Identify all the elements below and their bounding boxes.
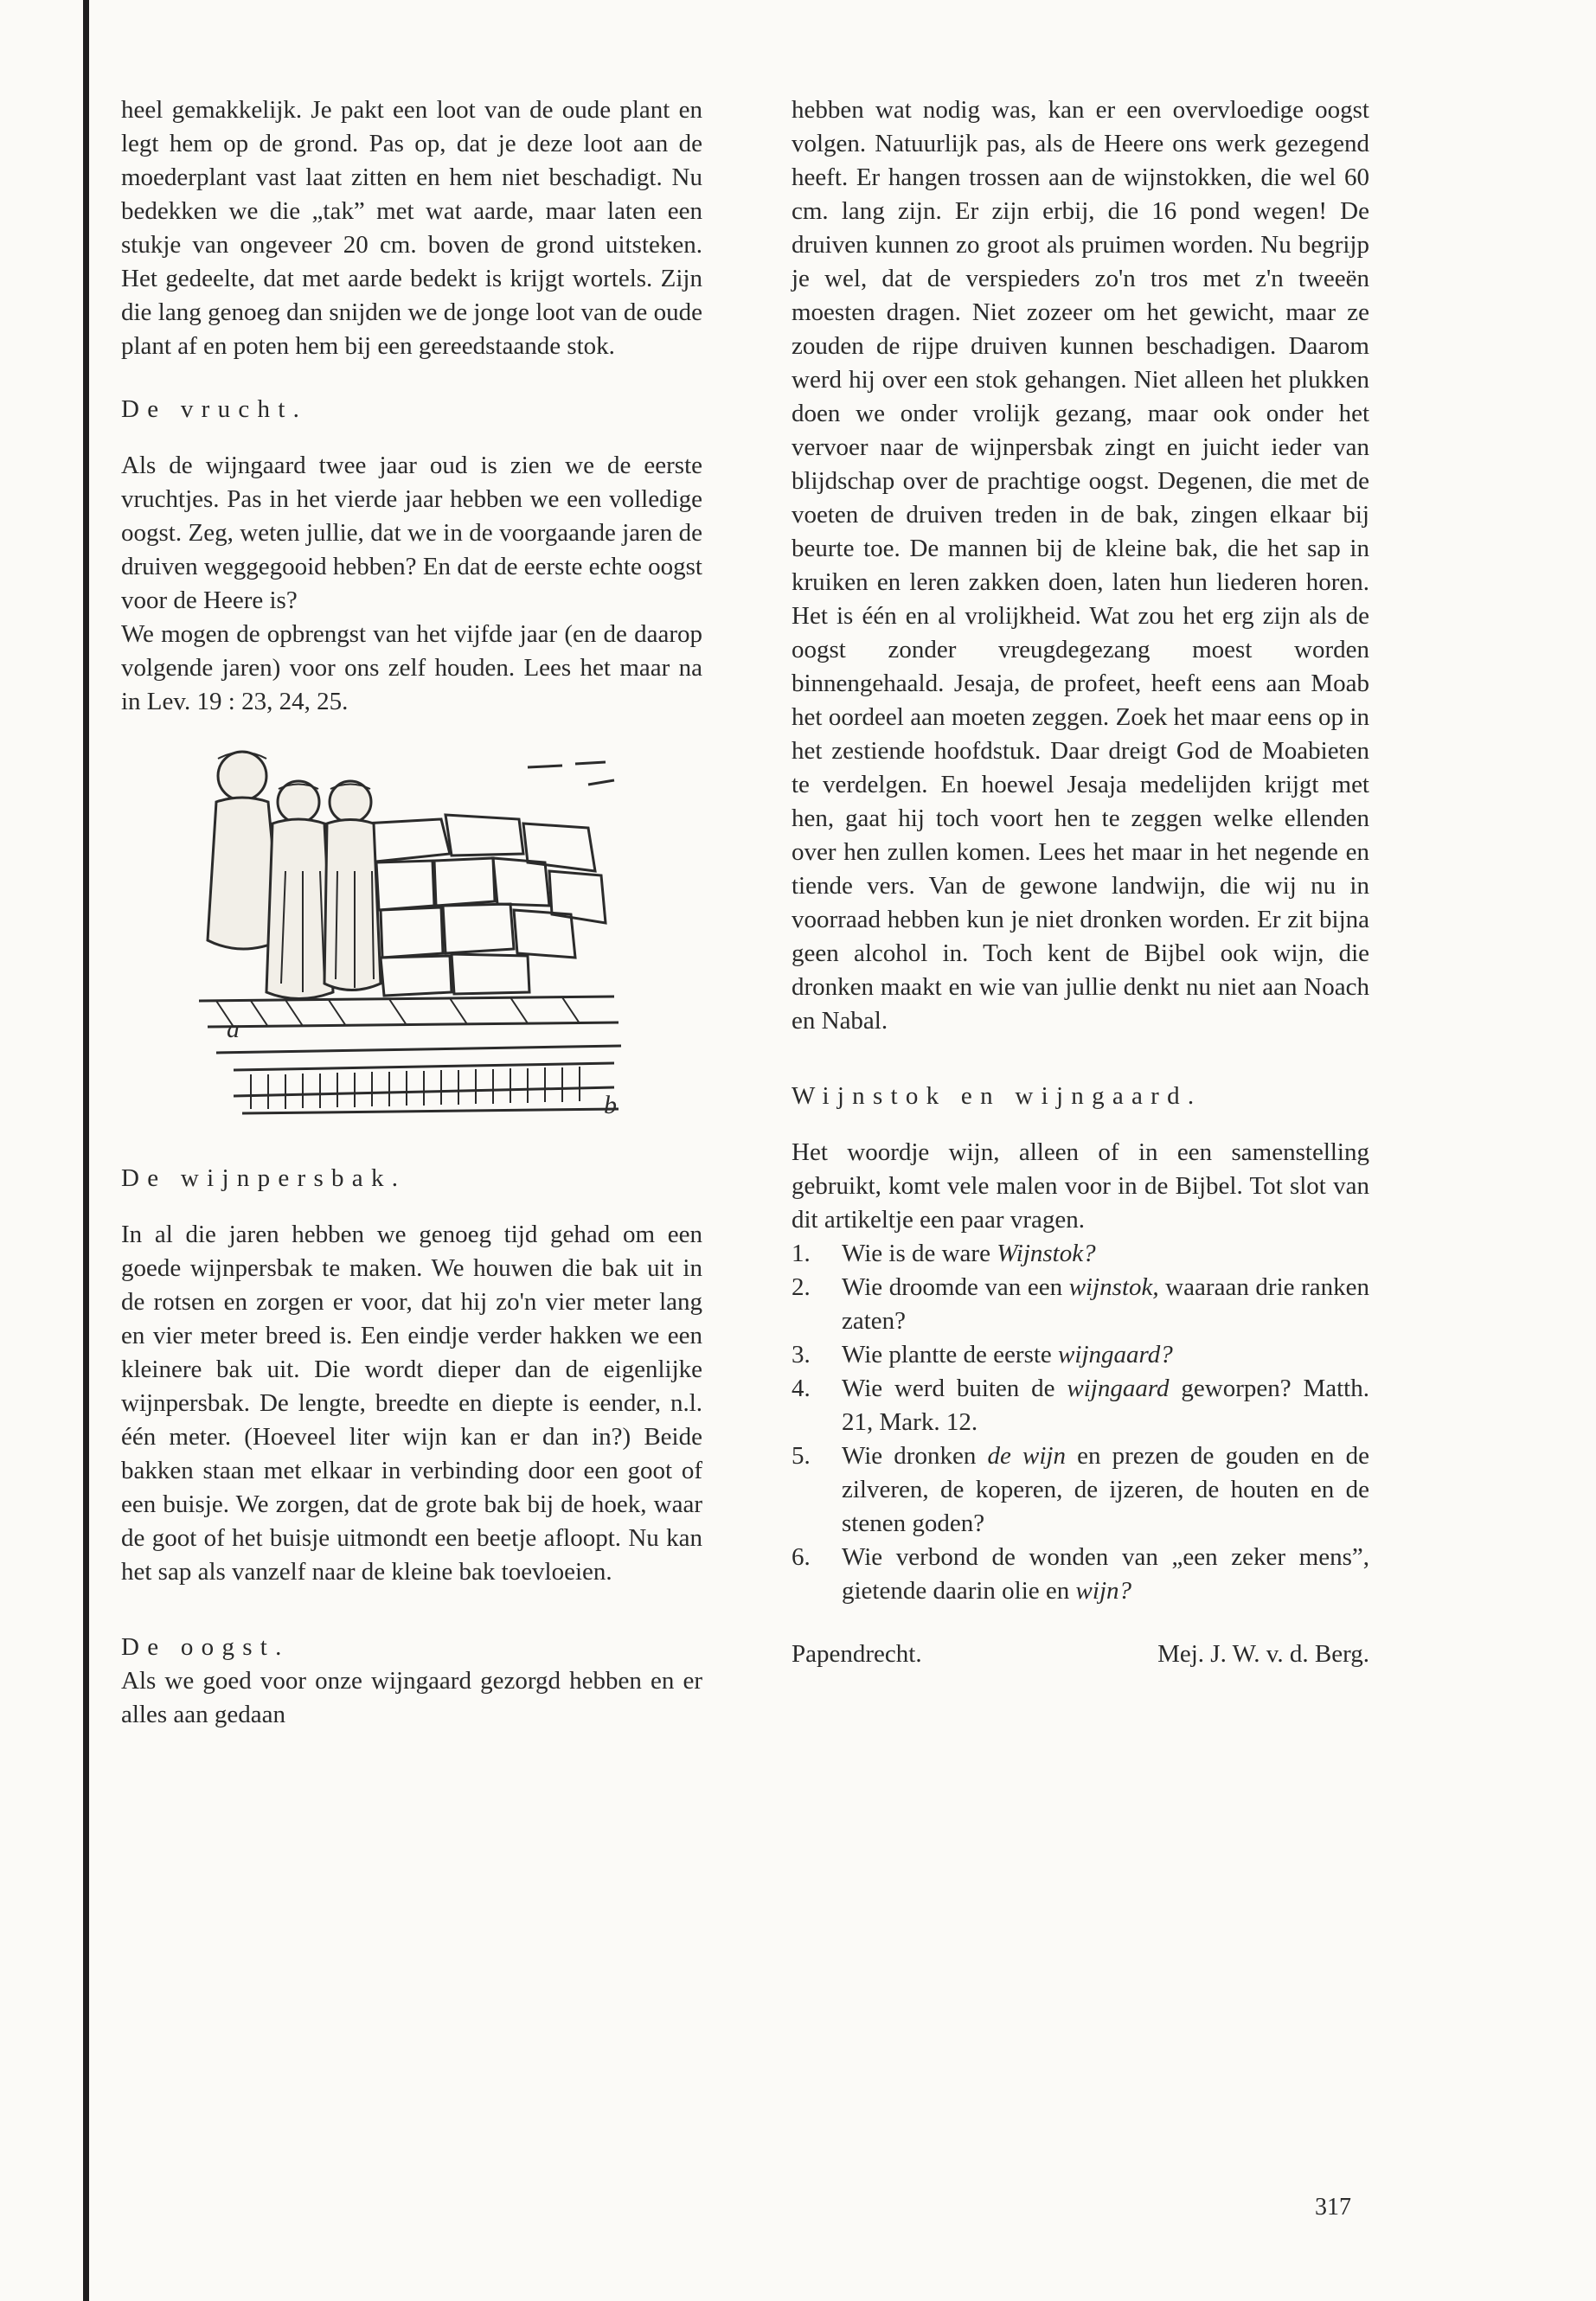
intro-paragraph: heel gemakkelijk. Je pakt een loot van de oude plant en legt hem op de grond. Pas op, dat je deze loot aan de moederplant vast laat zitten en hem niet beschadigt. Nu bedekken we die „tak” met wat aarde, maar laten een stukje van ongeveer 20 cm. boven de grond uitsteken. Het gedeelte, dat met aarde bedekt is krijgt wortels. Zijn die lang genoeg dan snijden we de jonge loot van de oude plant af en poten hem bij een gereedstaande stok. — [121, 96, 702, 360]
page-number: 317 — [1315, 2194, 1351, 2221]
question-item — [792, 1541, 1369, 1608]
question-item — [792, 1372, 1369, 1439]
question-number: 2. — [792, 1273, 811, 1301]
heading-de-vrucht: De vrucht. — [121, 395, 308, 423]
wine-press-illustration — [182, 741, 631, 1139]
oogst-continued-paragraph: hebben wat nodig was, kan er een overvloedige oogst volgen. Natuurlijk pas, als de Heere ons werk gezegend heeft. Er hangen trossen aan de wijnstokken, die wel 60 cm. lang zijn. Er zijn erbij, die 16 pond wegen! De druiven kunnen zo groot als pruimen worden. Nu begrijp je wel, dat de verspieders zo'n tros met z'n tweeën moesten dragen. Niet zozeer om het gewicht, maar ze zouden de rijpe druiven kunnen beschadigen. Daarom werd hij over een stok gehangen. Niet alleen het plukken doen we onder vrolijk gezang, maar ook onder het vervoer naar de wijnpersbak zingt en juicht ieder van blijdschap over de prachtige oogst. Degenen, die met de voeten de druiven treden in de bak, zingen elkaar bij beurte toe. De mannen bij de kleine bak, die het sap in kruiken en leren zakken doen, laten hun liederen horen. Het is één en al vrolijkheid. Wat zou het erg zijn als de oogst zonder vreugdegezang moest worden binnengehaald. Jesaja, de profeet, heeft eens aan Moab het oordeel aan moeten zeggen. Zoek het maar eens op in het zestiende hoofdstuk. Daar dreigt God de Moabieten te verdelgen. En hoewel Jesaja medelijden krijgt met hen, gaat hij toch voort hen te zeggen welke ellenden over hen zullen komen. Lees het maar in het negende en tiende vers. Van de gewone landwijn, die wij nu in voorraad hebben kun je niet dronken worden. Er zit bijna geen alcohol in. Toch kent de Bijbel ook wijn, die dronken maakt en wie van jullie denkt nu niet aan Noach en Nabal. — [792, 96, 1369, 1035]
question-number: 1. — [792, 1240, 811, 1267]
left-column — [121, 93, 702, 1732]
question-text-end: waaraan drie ranken zaten? — [842, 1273, 1369, 1335]
question-number: 4. — [792, 1375, 811, 1402]
heading-de-oogst: De oogst. — [121, 1633, 290, 1661]
signature-author: Mej. J. W. v. d. Berg. — [1157, 1640, 1369, 1668]
signature-place: Papendrecht. — [792, 1640, 922, 1668]
question-text-end: geworpen? Matth. 21, Mark. 12. — [842, 1375, 1369, 1436]
question-number: 6. — [792, 1543, 811, 1571]
question-emphasis: wijngaard — [1067, 1375, 1170, 1402]
question-text: Wie dronken — [842, 1442, 988, 1470]
question-emphasis: wijnstok, — [1068, 1273, 1159, 1301]
figure-label-b: b — [604, 1091, 617, 1119]
question-item — [792, 1237, 1369, 1271]
question-emphasis: Wijnstok? — [997, 1240, 1096, 1267]
question-item — [792, 1338, 1369, 1372]
question-number: 3. — [792, 1341, 811, 1368]
question-text: Wie droomde van een — [842, 1273, 1069, 1301]
question-number: 5. — [792, 1442, 811, 1470]
question-emphasis: wijn? — [1075, 1577, 1132, 1605]
question-item — [792, 1271, 1369, 1338]
signature — [792, 1638, 1369, 1671]
wijnpersbak-paragraph: In al die jaren hebben we genoeg tijd gehad om een goede wijnpersbak te maken. We houwen die bak uit in de rotsen en zorgen er voor, dat hij zo'n vier meter lang en vier meter breed is. Een eindje verder hakken we een kleinere bak uit. Die wordt dieper dan de eigenlijke wijnpersbak. De lengte, breedte en diepte is eender, n.l. één meter. (Hoeveel liter wijn kan er dan in?) Beide bakken staan met elkaar in verbinding door een goot of een buisje. We zorgen, dat de grote bak bij de hoek, waar de goot of het buisje uitmondt een beetje afloopt. Nu kan het sap als vanzelf naar de kleine bak toevloeien. — [121, 1221, 702, 1586]
question-text: Wie werd buiten de — [842, 1375, 1067, 1402]
vrucht-paragraph-2: We mogen de opbrengst van het vijfde jaar (en de daarop volgende jaren) voor ons zelf houden. Lees het maar na in Lev. 19 : 23, 24, 25. — [121, 620, 702, 715]
vrucht-paragraph-1: Als de wijngaard twee jaar oud is zien we de eerste vruchtjes. Pas in het vierde jaar hebben we een volledige oogst. Zeg, weten jullie, dat we in de voorgaande jaren de druiven weggegooid hebben? En dat de eerste echte oogst voor de Heere is? — [121, 452, 702, 614]
question-text: Wie verbond de wonden van „een zeker mens”, gietende daarin olie en — [842, 1543, 1369, 1605]
question-text: Wie plantte de eerste — [842, 1341, 1059, 1368]
oogst-paragraph: Als we goed voor onze wijngaard gezorgd hebben en er alles aan gedaan — [121, 1667, 702, 1728]
question-list — [792, 1237, 1369, 1608]
question-text-end: en prezen de gouden en de zilveren, de koperen, de ijzeren, de houten en de stenen goden? — [842, 1442, 1369, 1537]
question-text: Wie is de ware — [842, 1240, 997, 1267]
question-emphasis: wijngaard? — [1058, 1341, 1173, 1368]
question-item — [792, 1439, 1369, 1541]
page-binding-edge — [83, 0, 89, 2301]
heading-de-wijnpersbak: De wijnpersbak. — [121, 1164, 407, 1192]
right-column — [792, 93, 1369, 1671]
question-emphasis: de wijn — [987, 1442, 1066, 1470]
figure-label-a: a — [227, 1015, 240, 1043]
heading-wijnstok-en-wijngaard: Wijnstok en wijngaard. — [792, 1082, 1202, 1110]
wijnstok-intro: Het woordje wijn, alleen of in een samenstelling gebruikt, komt vele malen voor in de Bijbel. Tot slot van dit artikeltje een paar vragen. — [792, 1138, 1369, 1234]
